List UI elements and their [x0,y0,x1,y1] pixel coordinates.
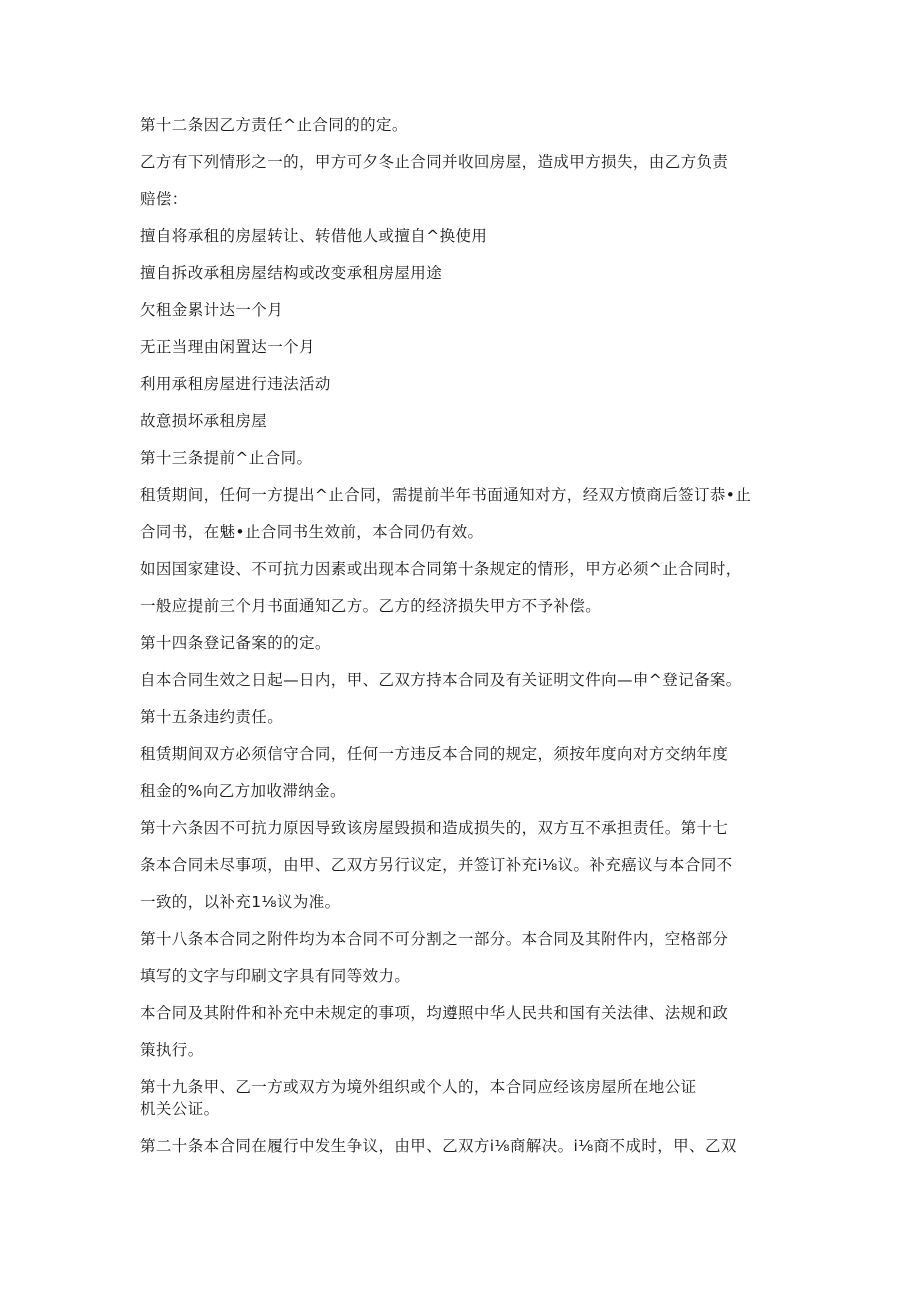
text-line: 策执行。 [140,1041,204,1059]
document-body [140,116,780,1155]
text-line: 擅自将承租的房屋转让、转借他人或擅自^换使用 [140,227,488,245]
text-line: 一般应提前三个月书面通知乙方。乙方的经济损失甲方不予补偿。 [140,597,602,615]
text-line: 第十五条违约责任。 [140,708,284,726]
text-line: 第十六条因不可抗力原因导致该房屋毁损和造成损失的，双方互不承担责任。第十七 [140,819,729,837]
text-line: 第十八条本合同之附件均为本合同不可分割之一部分。本合同及其附件内，空格部分 [140,930,729,948]
text-line: 租赁期间双方必须信守合同，任何一方违反本合同的规定，须按年度向对方交纳年度 [140,745,729,763]
text-line: 一致的，以补充1⅛议为准。 [140,893,341,911]
text-line: 第十九条甲、乙一方或双方为境外组织或个人的，本合同应经该房屋所在地公证 [140,1078,697,1096]
text-line: 合同书，在魅•止合同书生效前，本合同仍有效。 [140,523,484,541]
text-line: 利用承租房屋进行违法活动 [140,375,331,393]
text-line: 擅自拆改承租房屋结构或改变承租房屋用途 [140,264,443,282]
text-line: 如因国家建设、不可抗力因素或出现本合同第十条规定的情形，甲方必须^止合同时， [140,560,742,578]
text-line: 无正当理由闲置达一个月 [140,338,315,356]
text-line: 填写的文字与印刷文字具有同等效力。 [140,967,411,985]
text-line: 本合同及其附件和补充中未规定的事项，均遵照中华人民共和国有关法律、法规和政 [140,1004,729,1022]
text-line: 第十三条提前^止合同。 [140,449,313,467]
text-line: 第二十条本合同在履行中发生争议，由甲、乙双方i⅛商解决。i⅛商不成时，甲、乙双 [140,1137,737,1155]
text-line: 第十二条因乙方责任^止合同的的定。 [140,116,408,134]
text-line: 乙方有下列情形之一的，甲方可夕冬止合同并收回房屋，造成甲方损失，由乙方负责 [140,153,729,171]
text-line: 故意损坏承租房屋 [140,412,268,430]
text-line: 第十四条登记备案的的定。 [140,634,331,652]
text-line: 租赁期间，任何一方提出^止合同，需提前半年书面通知对方，经双方愤商后签订恭•止 [140,486,752,504]
text-line: 欠租金累计达一个月 [140,301,284,319]
text-line: 自本合同生效之日起—日内，甲、乙双方持本合同及有关证明文件向—申^登记备案。 [140,671,742,689]
text-line: 租金的%向乙方加收滞纳金。 [140,782,346,800]
text-line: 机关公证。 [140,1100,220,1118]
text-line: 条本合同未尽事项，由甲、乙双方另行议定，并签订补充i⅛议。补充癌议与本合同不 [140,856,733,874]
text-line: 赔偿： [140,190,188,208]
